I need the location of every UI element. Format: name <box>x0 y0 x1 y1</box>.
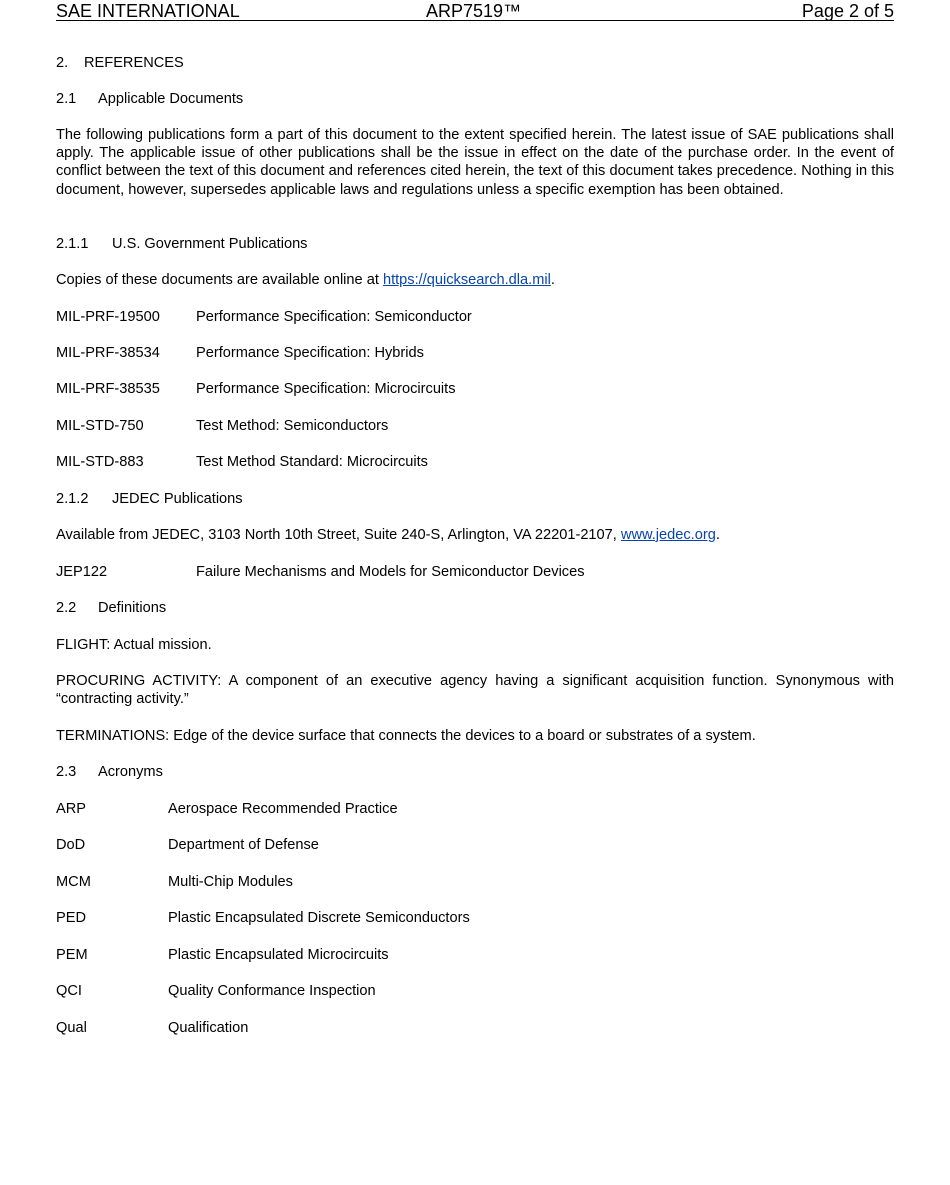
reference-description: Performance Specification: Hybrids <box>196 345 424 361</box>
acronym: PED <box>56 910 87 926</box>
page-header <box>56 0 894 21</box>
acronym-row <box>56 946 894 964</box>
acronym-meaning: Plastic Encapsulated Microcircuits <box>168 947 389 963</box>
section-number: 2.1.1 <box>56 236 89 252</box>
reference-code: MIL-PRF-19500 <box>56 309 160 325</box>
reference-code: MIL-STD-883 <box>56 454 144 470</box>
gov-publications-intro <box>56 271 894 289</box>
acronym: ARP <box>56 801 87 817</box>
definition-procuring-activity: PROCURING ACTIVITY: A component of an executive agency having a significant acquisition function. Synonymous with “contracting activity.” <box>56 673 894 708</box>
acronym: DoD <box>56 837 86 853</box>
reference-row <box>56 453 894 471</box>
reference-code: MIL-STD-750 <box>56 418 144 434</box>
acronym-meaning: Multi-Chip Modules <box>168 874 293 890</box>
header-doc-id: ARP7519™ <box>426 1 522 21</box>
acronym: PEM <box>56 947 88 963</box>
acronym-row <box>56 873 894 891</box>
jedec-link[interactable]: www.jedec.org <box>620 527 716 543</box>
section-title: JEDEC Publications <box>112 491 243 507</box>
reference-description: Performance Specification: Microcircuits <box>196 381 456 397</box>
acronym-meaning: Qualification <box>168 1020 249 1036</box>
acronym: QCI <box>56 983 82 999</box>
section-2-2-heading <box>56 599 894 617</box>
acronym-row <box>56 800 894 818</box>
reference-code: JEP122 <box>56 564 108 580</box>
reference-description: Failure Mechanisms and Models for Semiconductor Devices <box>196 564 585 580</box>
quicksearch-link[interactable]: https://quicksearch.dla.mil <box>382 272 551 288</box>
reference-code: MIL-PRF-38535 <box>56 381 160 397</box>
section-2-1-heading <box>56 90 894 108</box>
section-2-1-2-heading <box>56 490 894 508</box>
section-number: 2. <box>56 55 69 71</box>
intro-end: . <box>715 527 720 543</box>
intro-text: Copies of these documents are available online at <box>56 272 383 288</box>
section-number: 2.2 <box>56 600 77 616</box>
section-title: Definitions <box>98 600 167 616</box>
acronym-row <box>56 982 894 1000</box>
reference-row <box>56 380 894 398</box>
acronym-row <box>56 1019 894 1037</box>
section-title: Acronyms <box>98 764 163 780</box>
acronym-meaning: Plastic Encapsulated Discrete Semiconductors <box>168 910 470 926</box>
section-number: 2.1.2 <box>56 491 89 507</box>
section-2-3-heading <box>56 763 894 781</box>
section-number: 2.1 <box>56 91 77 107</box>
section-title: REFERENCES <box>84 55 184 71</box>
reference-code: MIL-PRF-38534 <box>56 345 160 361</box>
reference-row <box>56 417 894 435</box>
reference-row <box>56 308 894 326</box>
reference-row <box>56 344 894 362</box>
section-2-1-1-heading <box>56 235 894 253</box>
intro-end: . <box>550 272 555 288</box>
header-org: SAE INTERNATIONAL <box>56 1 240 21</box>
acronym-meaning: Quality Conformance Inspection <box>168 983 376 999</box>
reference-row <box>56 563 894 581</box>
section-number: 2.3 <box>56 764 77 780</box>
reference-description: Test Method Standard: Microcircuits <box>196 454 428 470</box>
section-2-heading <box>56 54 894 72</box>
intro-text: Available from JEDEC, 3103 North 10th Street, Suite 240-S, Arlington, VA 22201-2107, <box>56 527 621 543</box>
applicable-documents-paragraph: The following publications form a part of this document to the extent specified herein. The latest issue of SAE publications shall apply. The applicable issue of other publications shall be the issue in effect on the date of the purchase order. In the event of conflict between the text of this document and references cited herein, the text of this document takes precedence. Nothing in this document, however, supersedes applicable laws and regulations unless a specific exemption has been obtained. <box>56 127 894 198</box>
acronym-meaning: Aerospace Recommended Practice <box>168 801 398 817</box>
section-title: Applicable Documents <box>98 91 244 107</box>
reference-description: Test Method: Semiconductors <box>196 418 389 434</box>
definition-flight: FLIGHT: Actual mission. <box>56 637 212 653</box>
header-page-number: Page 2 of 5 <box>801 1 894 21</box>
jedec-publications-intro <box>56 526 894 544</box>
reference-description: Performance Specification: Semiconductor <box>196 309 472 325</box>
acronym: MCM <box>56 874 91 890</box>
acronym-row <box>56 836 894 854</box>
acronym-meaning: Department of Defense <box>168 837 319 853</box>
acronym: Qual <box>56 1020 87 1036</box>
acronym-row <box>56 909 894 927</box>
definition-terminations: TERMINATIONS: Edge of the device surface that connects the devices to a board or substrates of a system. <box>56 728 756 744</box>
section-title: U.S. Government Publications <box>112 236 308 252</box>
